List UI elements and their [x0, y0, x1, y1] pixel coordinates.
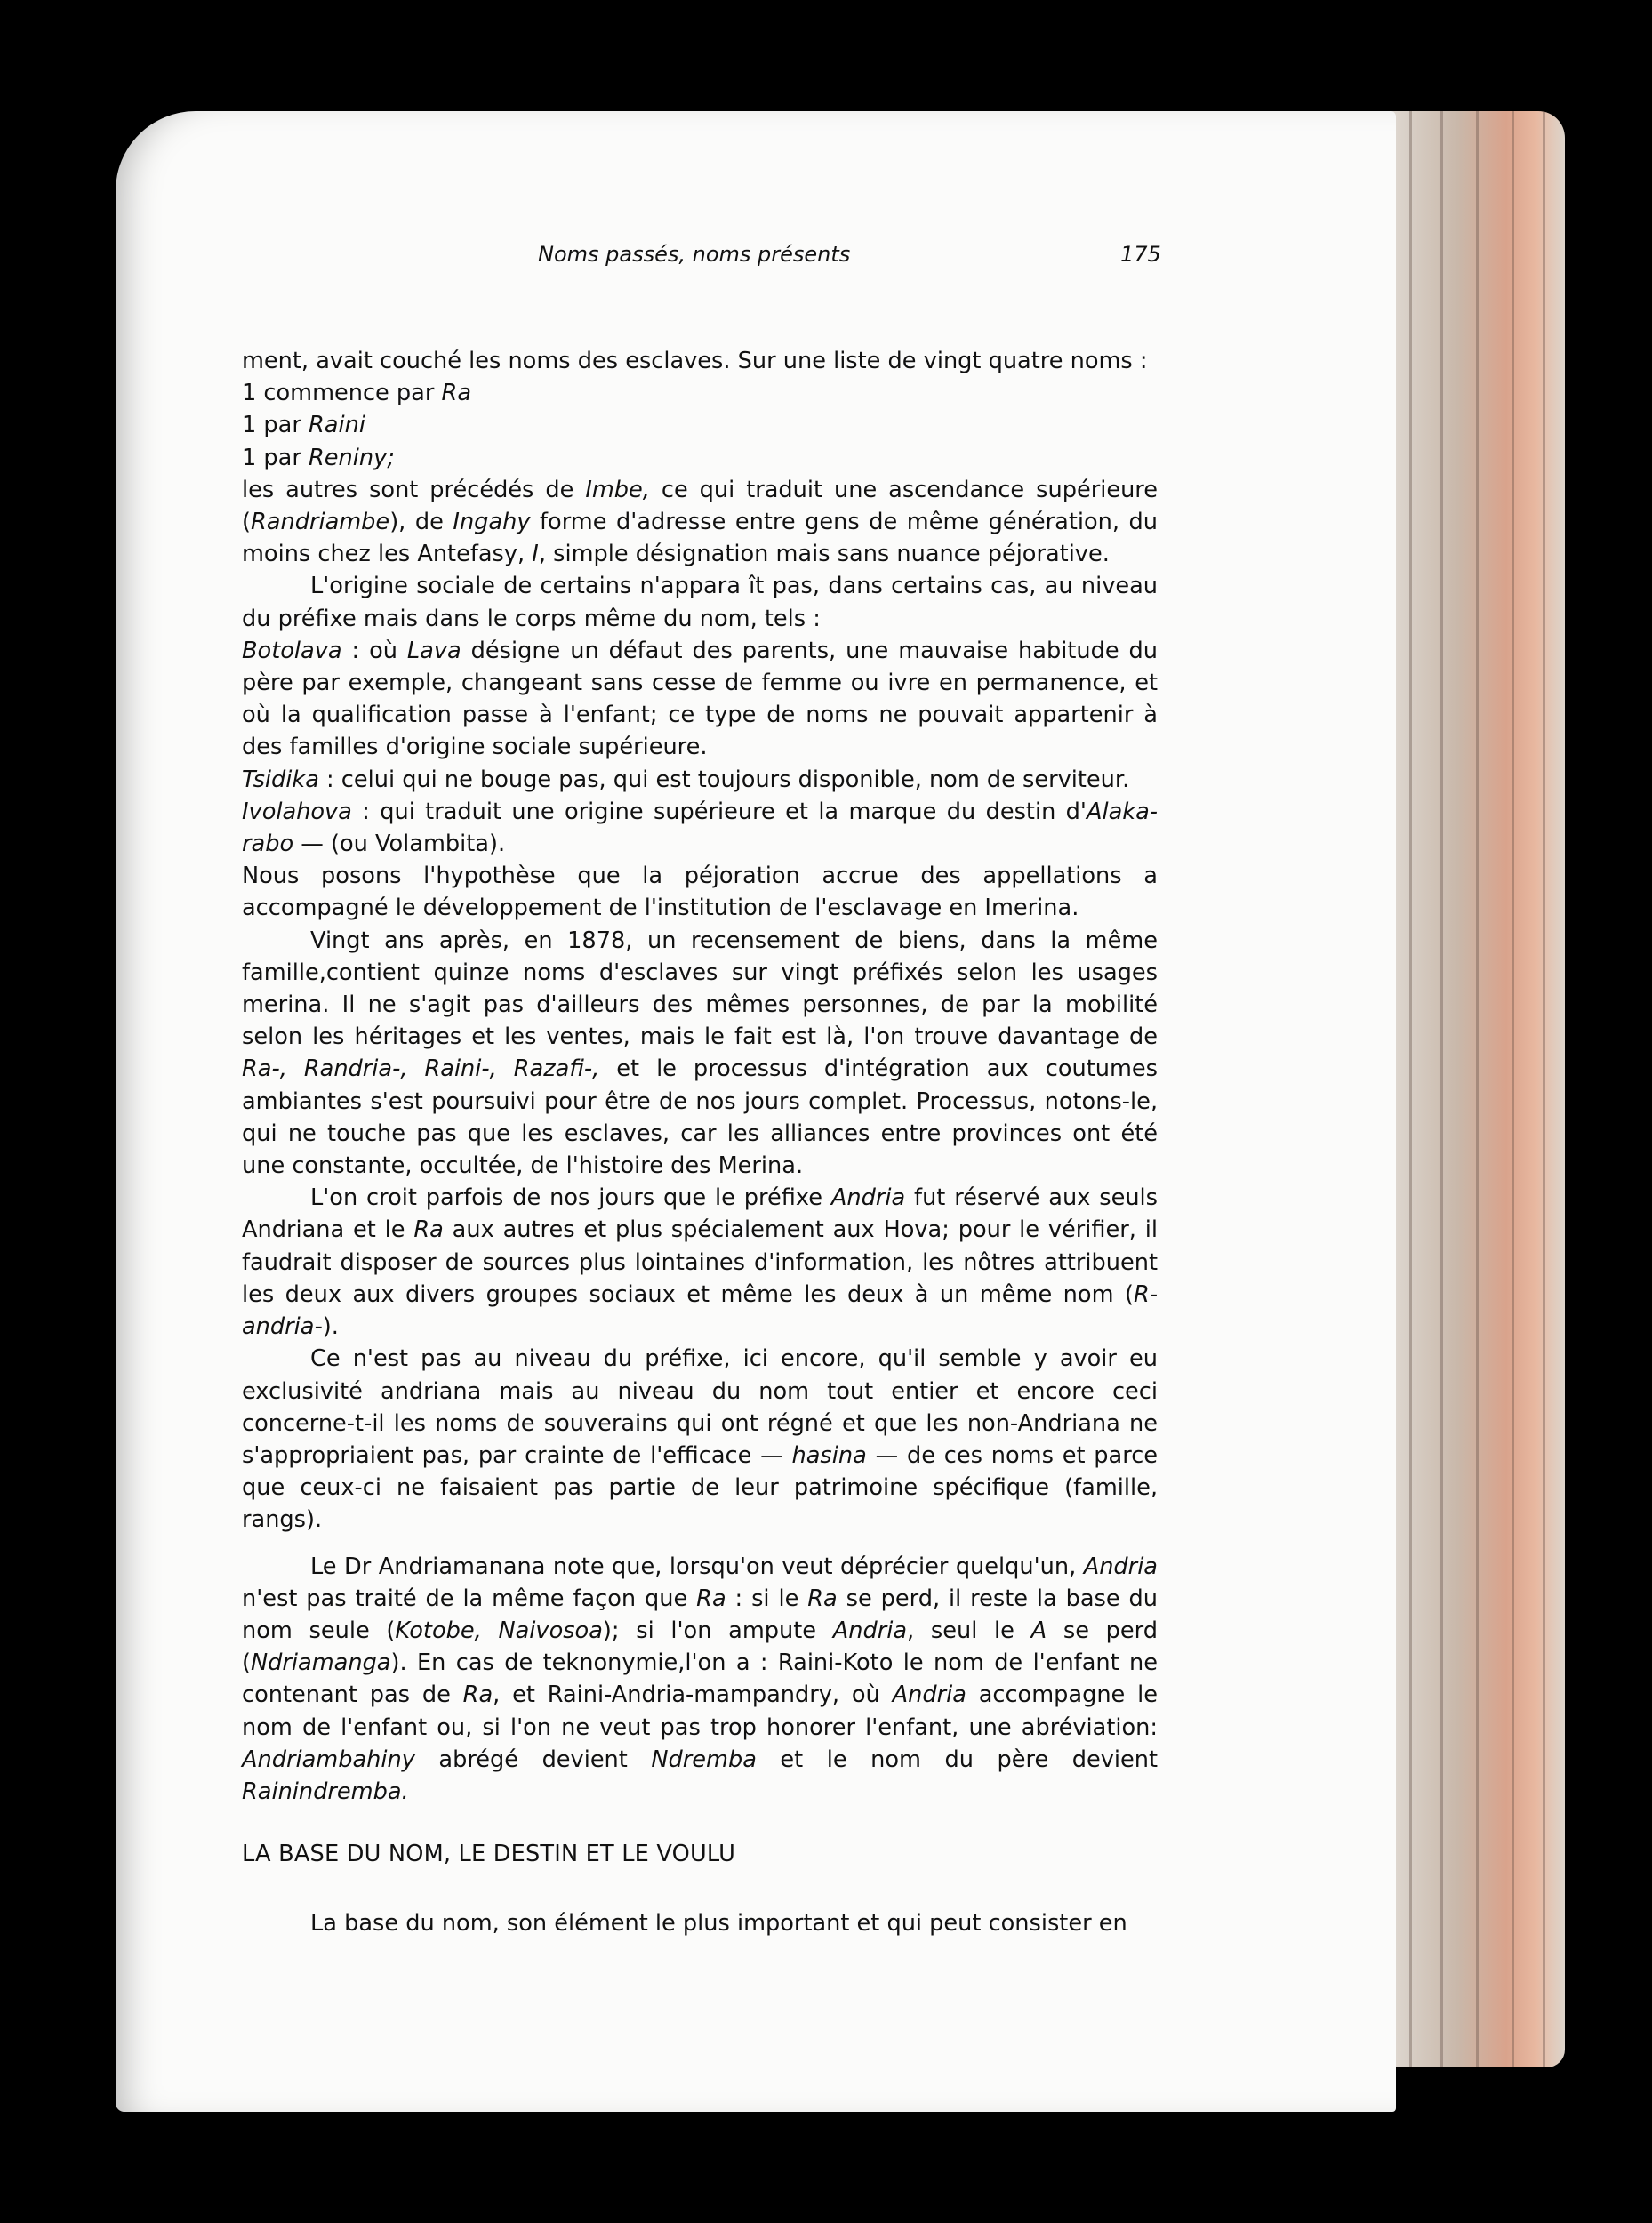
paragraph: Ivolahova : qui traduit une origine supérieure et la marque du destin d'Alaka-rabo — (ou Volambita).	[242, 798, 1158, 858]
paragraph: Tsidika : celui qui ne bouge pas, qui est toujours disponible, nom de serviteur.	[242, 766, 1130, 793]
paragraph: La base du nom, son élément le plus important et qui peut consister en	[310, 1910, 1127, 1938]
paragraph: les autres sont précédés de Imbe, ce qui traduit une ascendance supérieure (Randriambe), de Ingahy forme d'adresse entre gens de même génération, du moins chez les Antefasy, I, simple désignation mais sans nuance péjorative.	[242, 476, 1159, 568]
page-edges	[1369, 111, 1565, 2067]
paragraph: Vingt ans après, en 1878, un recensement de biens, dans la même famille,contient quinze noms d'esclaves sur vingt préfixés selon les usages merina. Il ne s'agit pas d'ailleurs des mêmes personnes, de par la mobilité selon les héritages et les ventes, mais le fait est là, l'on trouve davantage de Ra-, Randria-, Raini-, Razafi-, et le processus d'intégration aux coutumes ambiantes s'est poursuivi pour être de nos jours complet. Processus, notons-le, qui ne touche pas que les esclaves, car les alliances entre provinces ont été une constante, occultée, de l'histoire des Merina.	[242, 927, 1159, 1180]
paragraph: L'origine sociale de certains n'appara ît pas, dans certains cas, au niveau du préfixe mais dans le corps même du nom, tels :	[242, 573, 1158, 632]
list-item: 1 commence par Ra	[242, 380, 471, 407]
running-header	[0, 242, 1652, 277]
paragraph: Ce n'est pas au niveau du préfixe, ici encore, qu'il semble y avoir eu exclusivité andriana mais au niveau du nom tout entier et encore ceci concerne-t-il les noms de souverains qui ont régné et que les non-Andriana ne s'appropriaient pas, par crainte de l'efficace — hasina — de ces noms et parce que ceux-ci ne faisaient pas partie de leur patrimoine spécifique (famille, rangs).	[242, 1345, 1159, 1534]
paragraph: ment, avait couché les noms des esclaves. Sur une liste de vingt quatre noms :	[242, 348, 1148, 374]
list-item: 1 par Raini	[242, 412, 365, 439]
paragraph: L'on croit parfois de nos jours que le préfixe Andria fut réservé aux seuls Andriana et le Ra aux autres et plus spécialement aux Hova; pour le vérifier, il faudrait disposer de sources plus lointaines d'information, les nôtres attribuent les deux aux divers groupes sociaux et même les deux à un même nom (R-andria-).	[242, 1184, 1158, 1341]
paragraph: Nous posons l'hypothèse que la péjoration accrue des appellations a accompagné le développement de l'institution de l'esclavage en Imerina.	[242, 863, 1158, 922]
body-text	[242, 345, 1158, 1940]
list-item: 1 par Reniny;	[242, 444, 395, 471]
running-title: Noms passés, noms présents	[538, 242, 851, 267]
paragraph: Botolava : où Lava désigne un défaut des parents, une mauvaise habitude du père par exemple, changeant sans cesse de femme ou ivre en permanence, et où la qualification passe à l'enfant; ce type de noms ne pouvait appartenir à des familles d'origine sociale supérieure.	[242, 637, 1158, 761]
page-number: 175	[1120, 242, 1161, 267]
section-heading: LA BASE DU NOM, LE DESTIN ET LE VOULU	[242, 1841, 736, 1868]
paragraph: Le Dr Andriamanana note que, lorsqu'on veut déprécier quelqu'un, Andria n'est pas traité de la même façon que Ra : si le Ra se perd, il reste la base du nom seule (Kotobe, Naivosoa); si l'on ampute Andria, seul le A se perd (Ndriamanga). En cas de teknonymie,l'on a : Raini-Koto le nom de l'enfant ne contenant pas de Ra, et Raini-Andria-mampandry, où Andria accompagne le nom de l'enfant ou, si l'on ne veut pas trop honorer l'enfant, une abréviation: Andriambahiny abrégé devient Ndremba et le nom du père devient Rainindremba.	[242, 1553, 1159, 1805]
